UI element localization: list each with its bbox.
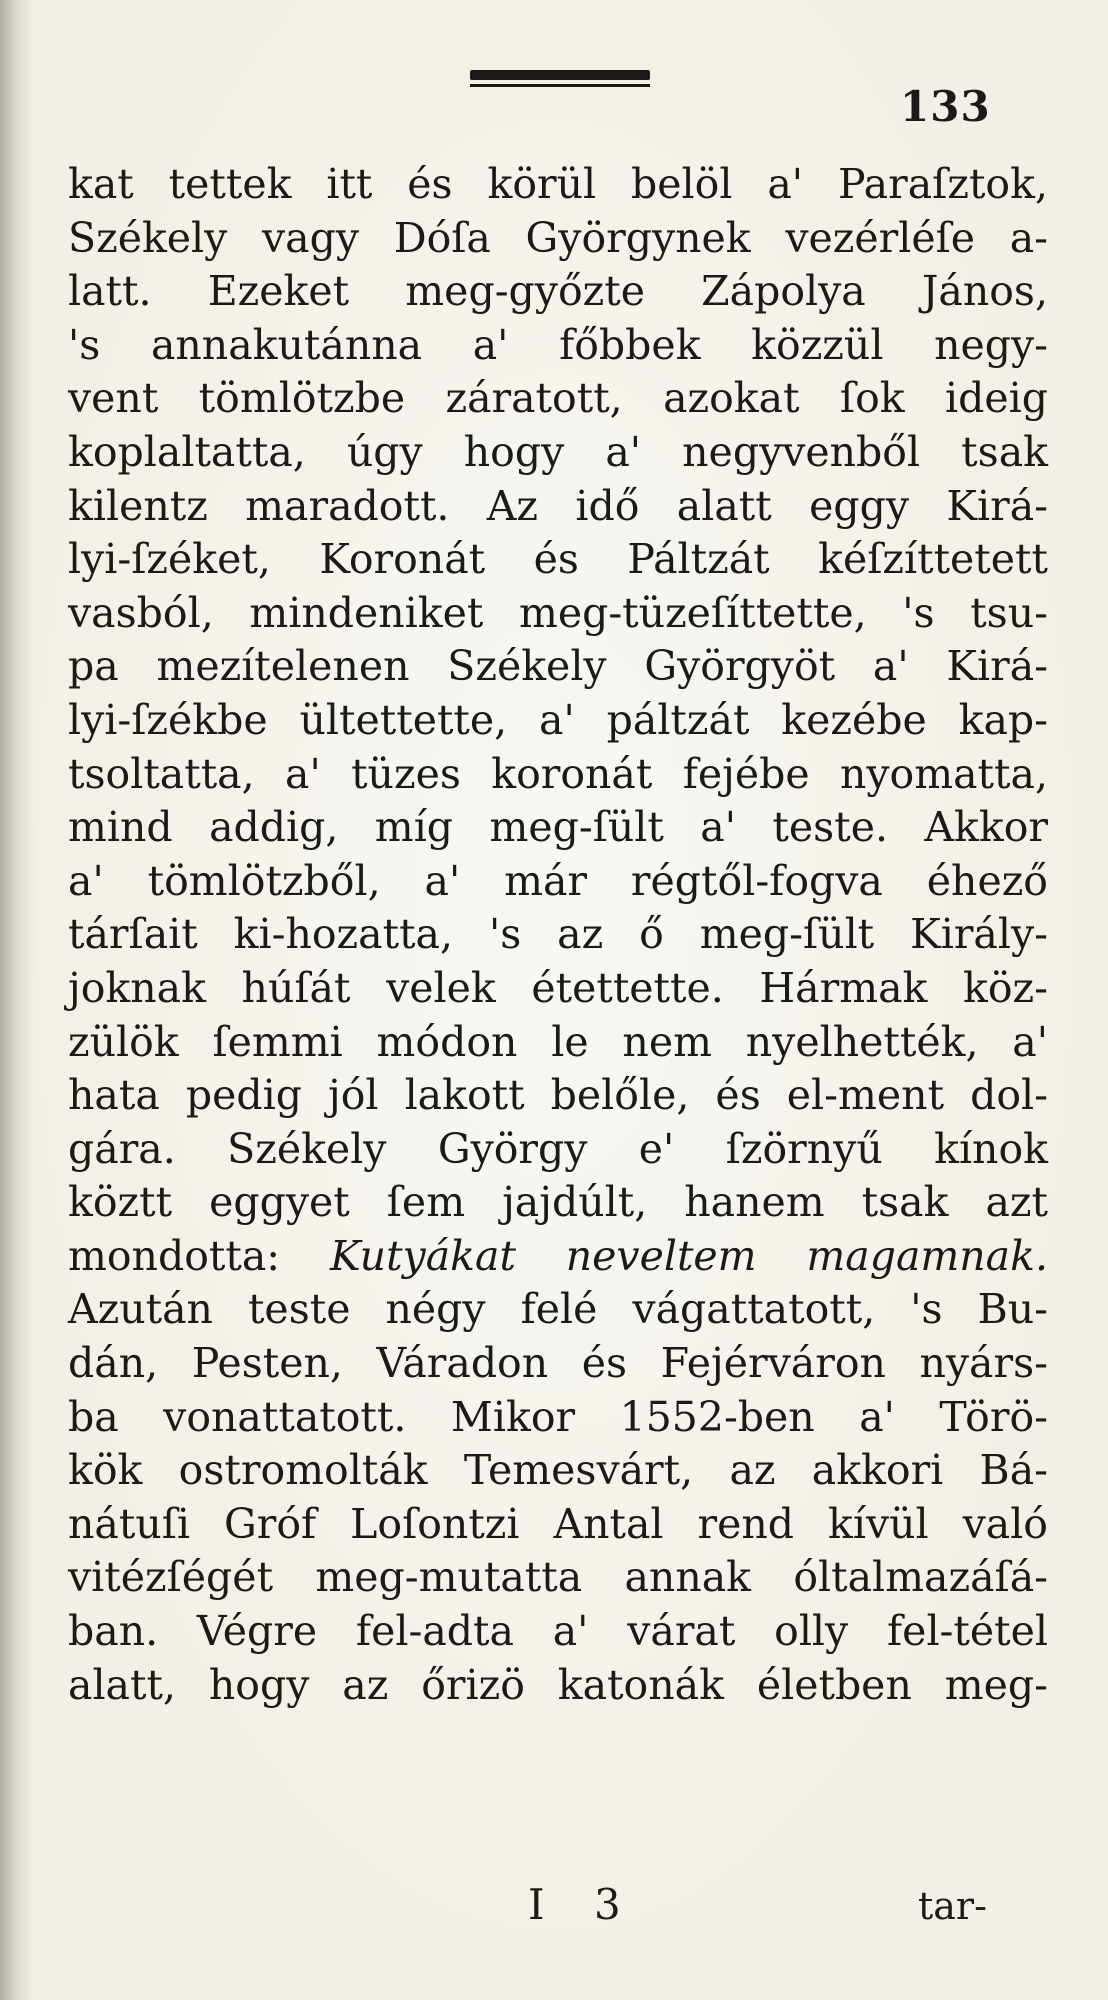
text-line: lyi-ſzékbe ültettette, a' páltzát kezébe kap- <box>68 695 1048 744</box>
text-line: Azután teste négy felé vágattatott, 's Bu- <box>68 1285 1048 1334</box>
text-line: vasból, mindeniket meg-tüzeſíttette, 's tsu- <box>68 588 1048 637</box>
text-line: gára. Székely György e' ſzörnyű kínok <box>68 1124 1048 1173</box>
text-line: nátuſi Gróf Loſontzi Antal rend kívül való <box>68 1499 1048 1548</box>
quote-lead: mondotta: <box>68 1231 330 1280</box>
text-line: vent tömlötzbe záratott, azokat ſok ideig <box>68 374 1048 423</box>
text-line-quote <box>68 1230 1048 1284</box>
text-line: pa mezítelenen Székely Györgyöt a' Kirá- <box>68 642 1048 691</box>
spine-shadow <box>0 0 34 2000</box>
header-rule-thin <box>470 84 650 87</box>
text-line: kilentz maradott. Az idő alatt eggy Kirá- <box>68 481 1048 530</box>
text-line: dán, Pesten, Váradon és Fejérváron nyárs- <box>68 1339 1048 1388</box>
text-line: lyi-ſzéket, Koronát és Páltzát kéſzíttetett <box>68 535 1048 584</box>
text-line: hata pedig jól lakott belőle, és el-ment dol- <box>68 1071 1048 1120</box>
text-line: vitézſégét meg-mutatta annak óltalmazáſá- <box>68 1553 1048 1602</box>
text-line: ba vonattatott. Mikor 1552-ben a' Törö- <box>68 1392 1048 1441</box>
page-number: 133 <box>900 82 991 131</box>
text-line: a' tömlötzből, a' már régtől-fogva éhező <box>68 856 1048 905</box>
text-line: Székely vagy Dóſa Györgynek vezérléſe a- <box>68 213 1048 262</box>
header-rule <box>470 70 650 80</box>
signature-mark: I 3 <box>528 1880 639 1929</box>
text-line: köztt eggyet ſem jajdúlt, hanem tsak azt <box>68 1178 1048 1227</box>
text-line: koplaltatta, úgy hogy a' negyvenből tsak <box>68 427 1048 476</box>
text-line: tárſait ki-hozatta, 's az ő meg-ſült Király- <box>68 910 1048 959</box>
text-line: latt. Ezeket meg-győzte Zápolya János, <box>68 267 1048 316</box>
text-line: kök ostromolták Temesvárt, az akkori Bá- <box>68 1446 1048 1495</box>
text-line: alatt, hogy az őrizö katonák életben meg- <box>68 1660 1048 1709</box>
italic-quote: Kutyákat neveltem magamnak. <box>329 1231 1048 1280</box>
body-text <box>68 158 1048 1712</box>
text-line: zülök ſemmi módon le nem nyelhették, a' <box>68 1017 1048 1066</box>
text-line: mind addig, míg meg-ſült a' teste. Akkor <box>68 803 1048 852</box>
text-line: 's annakutánna a' főbbek közzül negy- <box>68 320 1048 369</box>
text-line: ban. Végre fel-adta a' várat olly fel-tétel <box>68 1607 1048 1656</box>
text-line: kat tettek itt és körül belöl a' Paraſztok, <box>68 160 1048 208</box>
text-line: joknak húſát velek étettette. Hármak köz- <box>68 963 1048 1012</box>
catchword: tar- <box>918 1884 987 1928</box>
text-line: tsoltatta, a' tüzes koronát fejébe nyomatta, <box>68 749 1048 798</box>
